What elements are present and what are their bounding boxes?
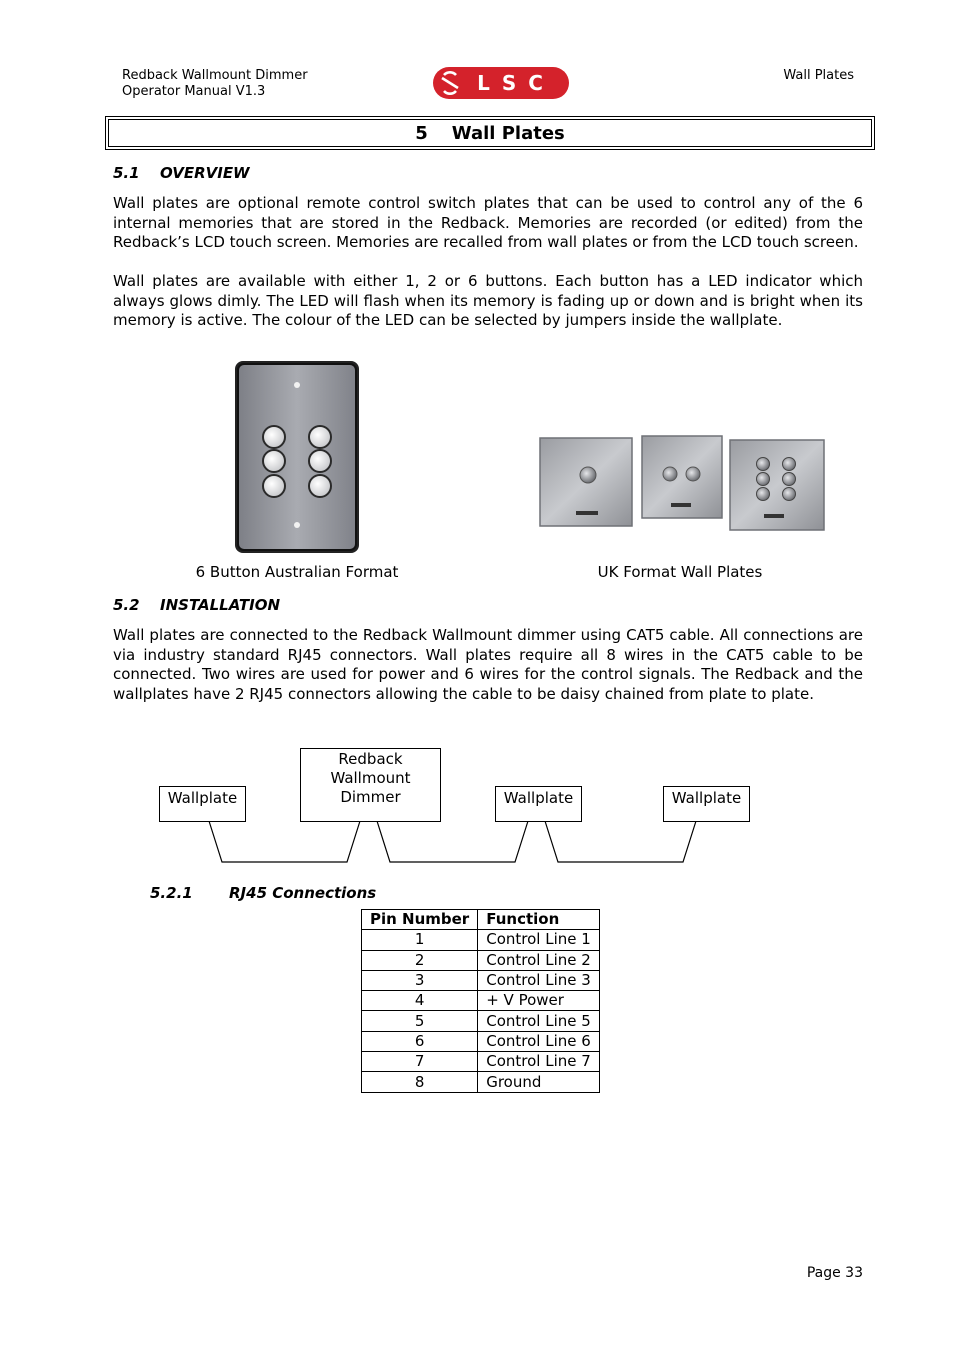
overview-title: OVERVIEW (160, 164, 250, 182)
pin-cell: 3 (362, 970, 478, 990)
australian-caption: 6 Button Australian Format (195, 563, 399, 581)
table-row (362, 950, 600, 970)
function-cell: Control Line 6 (478, 1031, 600, 1051)
table-row (362, 1011, 600, 1031)
table-row (362, 1072, 600, 1092)
function-cell: Control Line 3 (478, 970, 600, 990)
uk-plate-1 (540, 438, 632, 526)
installation-paragraph: Wall plates are connected to the Redback Wallmount dimmer using CAT5 cable. All connections are via industry standard RJ45 connectors. Wall plates require all 8 wires in the CAT5 cable to be connected. Two wires are used for power and 6 wires for the control signals. The Redback and the wallplates have 2 RJ45 connectors allowing the cable to be daisy chained from plate to plate. (113, 626, 863, 703)
diagram-wallplate-mid (495, 786, 582, 822)
installation-number: 5.2 (113, 596, 140, 614)
function-cell: + V Power (478, 991, 600, 1011)
table-row (362, 1031, 600, 1051)
doc-title: Redback Wallmount Dimmer (122, 68, 308, 83)
header-function: Function (478, 910, 600, 930)
pin-cell: 5 (362, 1011, 478, 1031)
installation-heading (113, 596, 280, 614)
pin-cell: 2 (362, 950, 478, 970)
lsc-logo (432, 66, 570, 100)
rj45-title: RJ45 Connections (229, 884, 377, 902)
chapter-title: Wall Plates (451, 122, 565, 144)
diagram-dimmer-line3: Dimmer (340, 788, 401, 806)
pin-cell: 8 (362, 1072, 478, 1092)
diagram-dimmer (300, 748, 441, 822)
pin-cell: 6 (362, 1031, 478, 1051)
diagram-wallplate-left (159, 786, 246, 822)
header-section-name: Wall Plates (783, 68, 854, 83)
table-row (362, 1052, 600, 1072)
diagram-wallplate-right-label: Wallplate (671, 789, 742, 807)
table-row (362, 930, 600, 950)
uk-plate-2 (642, 436, 722, 518)
function-cell: Control Line 7 (478, 1052, 600, 1072)
uk-wallplates-image (532, 428, 830, 534)
pin-cell: 4 (362, 991, 478, 1011)
function-cell: Ground (478, 1072, 600, 1092)
function-cell: Control Line 1 (478, 930, 600, 950)
uk-caption: UK Format Wall Plates (597, 563, 763, 581)
chapter-heading (108, 119, 872, 147)
rj45-number: 5.2.1 (150, 884, 193, 902)
logo-text: LSC (477, 71, 555, 95)
diagram-wallplate-mid-label: Wallplate (503, 789, 574, 807)
table-header-row (362, 910, 600, 930)
diagram-wallplate-left-label: Wallplate (167, 789, 238, 807)
chapter-number: 5 (415, 122, 428, 144)
doc-subtitle: Operator Manual V1.3 (122, 84, 266, 99)
installation-title: INSTALLATION (160, 596, 281, 614)
pin-cell: 1 (362, 930, 478, 950)
overview-heading (113, 164, 250, 182)
overview-paragraph-1: Wall plates are optional remote control switch plates that can be used to control any of the 6 internal memories that are stored in the Redback. Memories are recorded (or edited) from the Redback’s LCD touch screen. Memories are recalled from wall plates or from the LCD touch screen. (113, 194, 863, 252)
pin-cell: 7 (362, 1052, 478, 1072)
diagram-dimmer-line1: Redback (338, 750, 403, 768)
overview-number: 5.1 (113, 164, 140, 182)
function-cell: Control Line 2 (478, 950, 600, 970)
diagram-wallplate-right (663, 786, 750, 822)
header-doc-info (122, 68, 308, 100)
table-row (362, 991, 600, 1011)
table-row (362, 970, 600, 990)
page-number: Page 33 (806, 1265, 863, 1281)
function-cell: Control Line 5 (478, 1011, 600, 1031)
overview-paragraph-2: Wall plates are available with either 1, 2 or 6 buttons. Each button has a LED indicator which always glows dimly. The LED will flash when its memory is fading up or down and is bright when its memory is active. The colour of the LED can be selected by jumpers inside the wallplate. (113, 272, 863, 330)
uk-plate-3 (730, 440, 824, 530)
australian-wallplate-image (233, 359, 361, 555)
rj45-heading (150, 884, 376, 902)
rj45-table (361, 909, 600, 1093)
header-pin-number: Pin Number (362, 910, 478, 930)
daisy-chain-cables (150, 815, 710, 867)
diagram-dimmer-line2: Wallmount (330, 769, 411, 787)
